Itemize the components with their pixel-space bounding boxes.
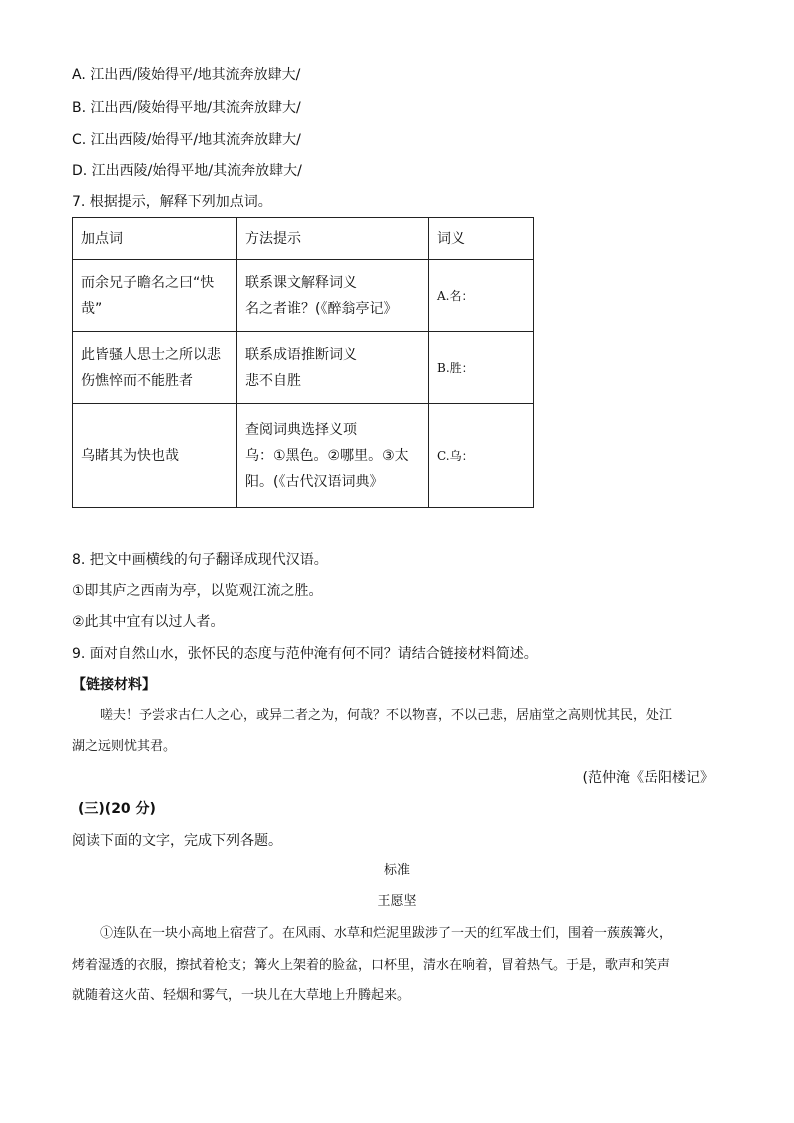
material-source: (范仲淹《岳阳楼记》	[582, 770, 714, 786]
word-line: 此皆骚人思士之所以悲	[81, 346, 221, 363]
word-cell	[73, 260, 237, 332]
question-9-prompt: 9. 面对自然山水，张怀民的态度与范仲淹有何不同？请结合链接材料简述。	[72, 646, 538, 662]
meaning-cell: B.胜：	[429, 332, 534, 404]
hint-line: 查阅词典选择义项	[245, 421, 357, 438]
word-line: 而余兄子瞻名之曰“快	[81, 274, 215, 291]
option-d: D. 江出西陵/始得平地/其流奔放肆大/	[72, 163, 302, 179]
word-cell	[73, 332, 237, 404]
material-line: 湖之远则忧其君。	[72, 739, 177, 754]
question-8-item: ②此其中宜有以过人者。	[72, 614, 225, 630]
word-line: 乌睹其为快也哉	[81, 447, 179, 464]
section-heading: (三)(20 分)	[78, 801, 156, 817]
header-word: 加点词	[73, 218, 237, 260]
hint-line: 联系成语推断词义	[245, 346, 357, 363]
hint-line: 乌：①黑色。②哪里。③太	[245, 447, 409, 464]
table-header-row	[73, 218, 534, 260]
hint-cell	[237, 332, 429, 404]
material-heading: 【链接材料】	[72, 677, 156, 693]
hint-cell	[237, 260, 429, 332]
option-c: C. 江出西陵/始得平/地其流奔放肆大/	[72, 132, 301, 148]
header-hint: 方法提示	[237, 218, 429, 260]
word-line: 伤憔悴而不能胜者	[81, 372, 193, 389]
article-title: 标准	[383, 863, 410, 878]
option-a: A. 江出西/陵始得平/地其流奔放肆大/	[72, 67, 301, 83]
paragraph-line: ①连队在一块小高地上宿营了。在风雨、水草和烂泥里跋涉了一天的红军战士们，围着一蔟蔟篝火，	[100, 926, 673, 941]
question-7-prompt: 7. 根据提示，解释下列加点词。	[72, 194, 272, 210]
hint-line: 阳。(《古代汉语词典》	[245, 473, 384, 490]
table-row	[73, 404, 534, 508]
hint-cell	[237, 404, 429, 508]
vocab-table	[72, 217, 534, 508]
table-row	[73, 332, 534, 404]
paragraph-line: 烤着湿透的衣服，擦拭着枪支；篝火上架着的脸盆，口杯里，清水在响着，冒着热气。于是，歌声和笑声	[72, 958, 671, 973]
article-author: 王愿坚	[377, 894, 417, 909]
section-instruction: 阅读下面的文字，完成下列各题。	[72, 833, 282, 849]
hint-line: 联系课文解释词义	[245, 274, 357, 291]
hint-line: 悲不自胜	[245, 372, 301, 389]
meaning-cell: A.名：	[429, 260, 534, 332]
question-8-prompt: 8. 把文中画横线的句子翻译成现代汉语。	[72, 552, 328, 568]
material-line: 嗟夫！予尝求古仁人之心，或异二者之为，何哉？不以物喜，不以己悲，居庙堂之高则忧其民，处江	[100, 708, 673, 723]
meaning-cell: C.乌：	[429, 404, 534, 508]
hint-line: 名之者谁？(《醉翁亭记》	[245, 300, 398, 317]
option-b: B. 江出西/陵始得平地/其流奔放肆大/	[72, 100, 301, 116]
paragraph-line: 就随着这火苗、轻烟和雾气，一块儿在大草地上升腾起来。	[72, 988, 411, 1003]
table-row	[73, 260, 534, 332]
word-cell	[73, 404, 237, 508]
word-line: 哉”	[81, 300, 103, 317]
header-meaning: 词义	[429, 218, 534, 260]
question-8-item: ①即其庐之西南为亭，以览观江流之胜。	[72, 583, 323, 599]
